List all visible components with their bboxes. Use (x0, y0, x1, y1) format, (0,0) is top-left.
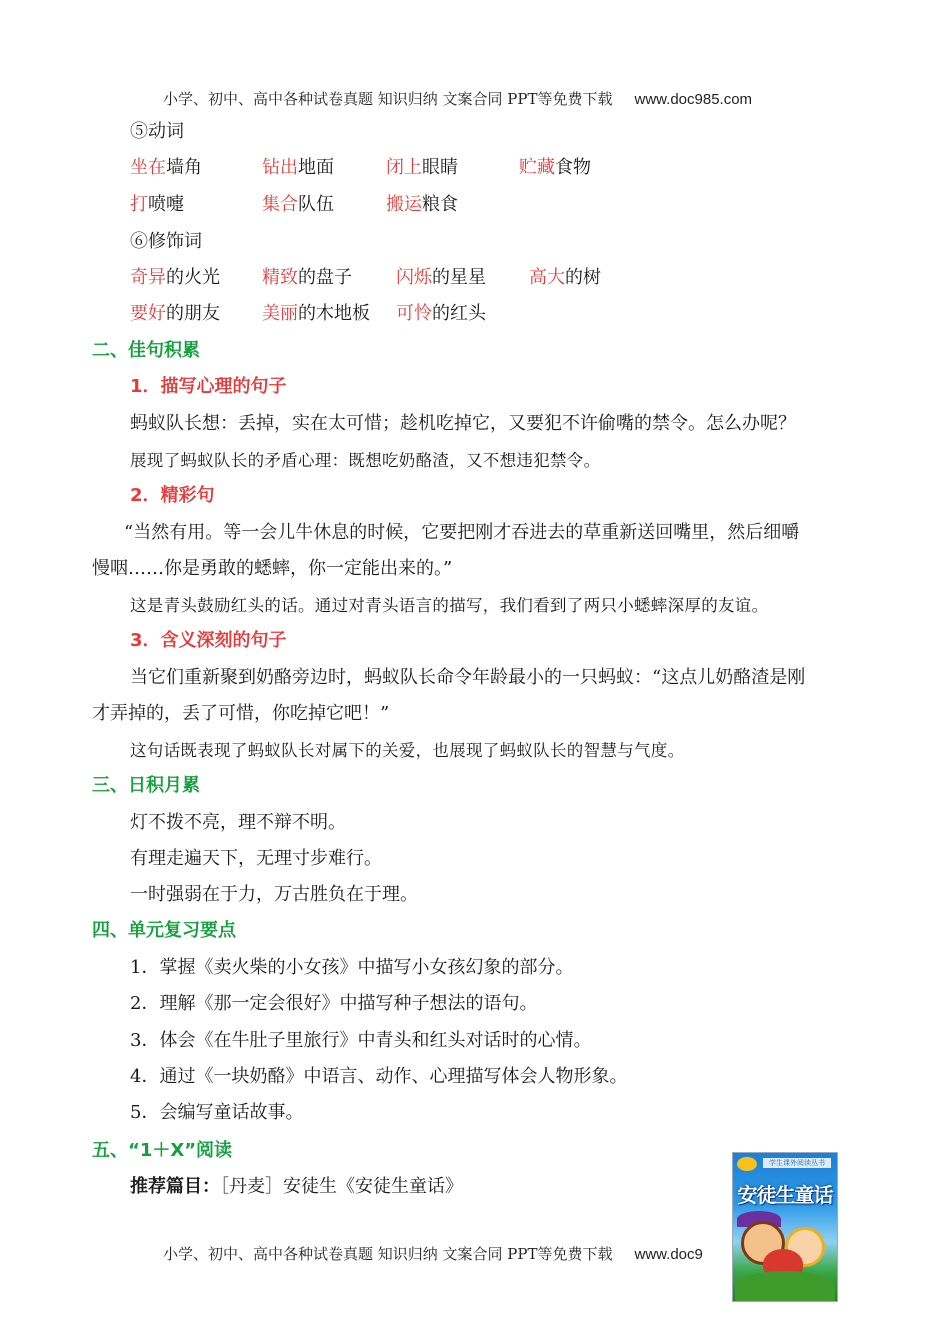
publisher-logo (737, 1157, 757, 1171)
footer-url: www.doc9 (634, 1246, 703, 1263)
recommended-title: ［丹麦］安徒生《安徒生童话》 (220, 1176, 463, 1197)
review-point: 4．通过《一块奶酪》中语言、动作、心理描写体会人物形象。 (130, 1066, 628, 1087)
subsection-2-1-title: 1．描写心理的句子 (130, 376, 287, 397)
modifiers-row-2 (130, 302, 486, 326)
verbs-row-1 (130, 156, 591, 180)
modifier-item: 闪烁的星星 (396, 267, 486, 288)
proverb-line: 一时强弱在于力，万古胜负在于理。 (130, 884, 418, 905)
recommended-reading (130, 1175, 463, 1199)
book-cover-image (732, 1152, 838, 1302)
verbs-title: ⑤动词 (130, 121, 184, 142)
verb-item: 打喷嚏 (130, 194, 184, 215)
sentence-2-2-line-1: “当然有用。等一会儿牛休息的时候，它要把刚才吞进去的草重新送回嘴里，然后细嚼 (124, 522, 800, 543)
modifiers-title: ⑥修饰词 (130, 231, 202, 252)
modifier-item: 可怜的红头 (396, 303, 486, 324)
verb-item: 贮藏食物 (519, 157, 591, 178)
header-url: www.doc985.com (634, 91, 753, 108)
proverb-line: 有理走遍天下，无理寸步难行。 (130, 848, 382, 869)
review-point: 5．会编写童话故事。 (130, 1102, 304, 1123)
footer-text: 小学、初中、高中各种试卷真题 知识归纳 文案合同 PPT等免费下载 (163, 1245, 613, 1263)
verb-item: 集合队伍 (262, 194, 334, 215)
review-point: 2．理解《那一定会很好》中描写种子想法的语句。 (130, 993, 538, 1014)
sentence-2-3-line-1: 当它们重新聚到奶酪旁边时，蚂蚁队长命令年龄最小的一只蚂蚁：“这点儿奶酪渣是刚 (130, 667, 806, 688)
section-3-title: 三、日积月累 (92, 775, 200, 796)
review-point: 1．掌握《卖火柴的小女孩》中描写小女孩幻象的部分。 (130, 957, 574, 978)
modifier-item: 精致的盘子 (262, 267, 352, 288)
illustration-grass (735, 1271, 835, 1301)
verb-item: 闭上眼睛 (386, 157, 458, 178)
modifier-item: 奇异的火光 (130, 267, 220, 288)
note-2-2: 这是青头鼓励红头的话。通过对青头语言的描写，我们看到了两只小蟋蟀深厚的友谊。 (130, 596, 769, 615)
sentence-2-2-line-2: 慢咽……你是勇敢的蟋蟀，你一定能出来的。” (92, 558, 453, 579)
header-text: 小学、初中、高中各种试卷真题 知识归纳 文案合同 PPT等免费下载 (163, 90, 613, 108)
subsection-2-2-title: 2．精彩句 (130, 485, 215, 506)
section-5-title: 五、“1＋X”阅读 (92, 1140, 233, 1161)
note-2-3: 这句话既表现了蚂蚁队长对属下的关爱，也展现了蚂蚁队长的智慧与气度。 (130, 741, 685, 760)
subsection-2-3-title: 3．含义深刻的句子 (130, 630, 287, 651)
review-point: 3．体会《在牛肚子里旅行》中青头和红头对话时的心情。 (130, 1030, 592, 1051)
sentence-2-3-line-2: 才弄掉的，丢了可惜，你吃掉它吧！” (92, 703, 390, 724)
modifier-item: 要好的朋友 (130, 303, 220, 324)
modifier-item: 美丽的木地板 (262, 303, 370, 324)
proverb-line: 灯不拨不亮，理不辩不明。 (130, 812, 346, 833)
modifiers-row-1 (130, 266, 601, 290)
note-2-1: 展现了蚂蚁队长的矛盾心理：既想吃奶酪渣，又不想违犯禁令。 (130, 451, 601, 470)
modifier-item: 高大的树 (529, 267, 601, 288)
book-cover-title: 安徒生童话 (737, 1183, 833, 1207)
section-2-title: 二、佳句积累 (92, 340, 200, 361)
verb-item: 坐在墙角 (130, 157, 202, 178)
book-series: 学生课外阅读丛书 (763, 1158, 831, 1168)
sentence-2-1: 蚂蚁队长想：丢掉，实在太可惜；趁机吃掉它，又要犯不许偷嘴的禁令。怎么办呢？ (130, 413, 796, 434)
verb-item: 钻出地面 (262, 157, 334, 178)
verb-item: 搬运粮食 (386, 194, 458, 215)
recommended-label: 推荐篇目： (130, 1176, 220, 1197)
verbs-row-2 (130, 193, 458, 217)
page-header (163, 88, 752, 109)
page-footer (163, 1243, 703, 1264)
section-4-title: 四、单元复习要点 (92, 920, 236, 941)
